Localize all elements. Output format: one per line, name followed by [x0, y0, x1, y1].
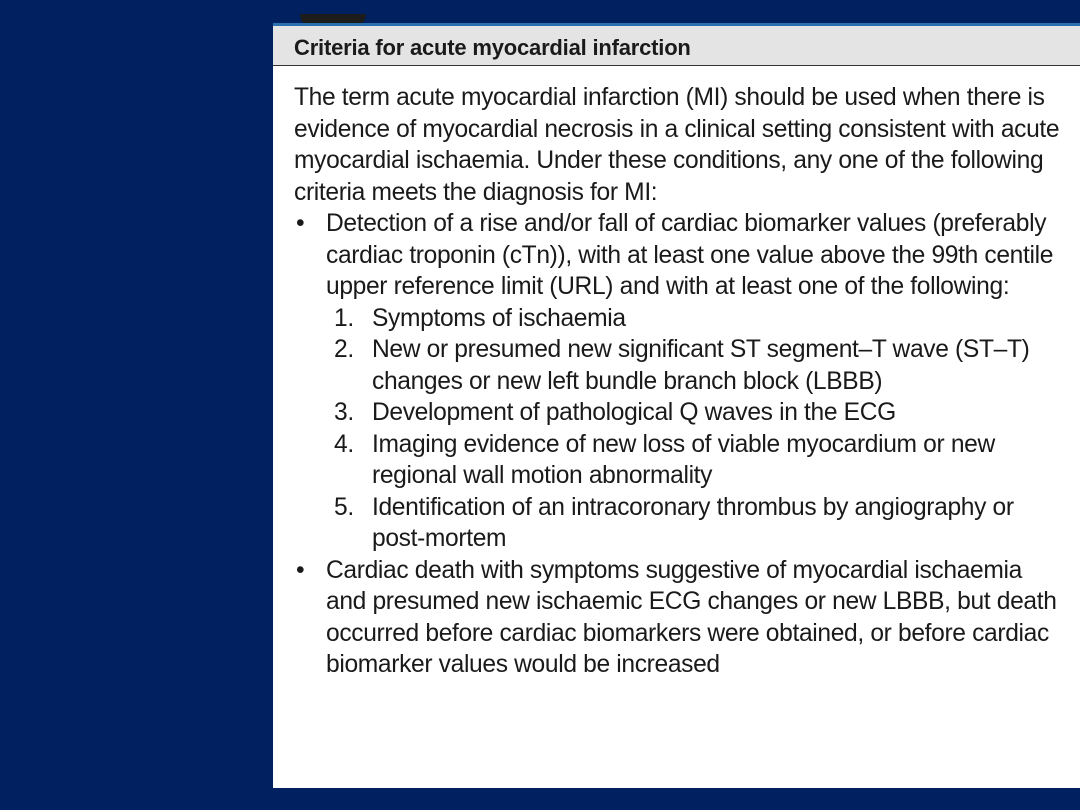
- intro-paragraph: The term acute myocardial infarction (MI) should be used when there is evidence of myocardial necrosis in a clinical setting consistent with acute myocardial ischaemia. Under these conditions, any one of the following criteria meets the diagnosis for MI:: [294, 84, 1060, 206]
- document-title: Criteria for acute myocardial infarction: [273, 26, 1080, 66]
- subcriterion-item: [326, 303, 1060, 335]
- subcriterion-item: [326, 334, 1060, 397]
- subcriterion-number: 3.: [334, 399, 354, 426]
- subcriterion-number: 5.: [334, 493, 354, 521]
- criteria-bullet-biomarker: [294, 208, 1060, 555]
- subcriterion-number: 1.: [334, 304, 354, 332]
- subcriterion-text: Identification of an intracoronary thrombus by angiography or post-mortem: [372, 493, 1014, 552]
- subcriterion-text: Symptoms of ischaemia: [372, 304, 626, 332]
- subcriterion-item: [326, 429, 1060, 492]
- subcriterion-text: New or presumed new significant ST segment–T wave (ST–T) changes or new left bundle branch block (LBBB): [372, 336, 1030, 395]
- subcriterion-text: Development of pathological Q waves in the ECG: [372, 399, 896, 426]
- subcriterion-item: [326, 397, 1060, 429]
- bullet-text: Detection of a rise and/or fall of cardiac biomarker values (preferably cardiac troponin (cTn)), with at least one value above the 99th centile upper reference limit (URL) and with at least one of the following:: [326, 210, 1054, 300]
- biomarker-subcriteria-list: [326, 303, 1060, 555]
- subcriterion-number: 2.: [334, 336, 354, 363]
- bullet-text: Cardiac death with symptoms suggestive of myocardial ischaemia and presumed new ischaemic ECG changes or new LBBB, but death occurred before cardiac biomarkers were obtained, or before cardiac biomarker values would be increased: [326, 556, 1057, 678]
- criteria-list: [294, 208, 1060, 681]
- subcriterion-text: Imaging evidence of new loss of viable myocardium or new regional wall motion abnormality: [372, 430, 995, 489]
- document-body: [273, 66, 1080, 681]
- subcriterion-item: [326, 492, 1060, 555]
- subcriterion-number: 4.: [334, 430, 354, 458]
- bullet-marker: •: [296, 556, 305, 584]
- criteria-document: [273, 23, 1080, 788]
- criteria-bullet-cardiac-death: [294, 555, 1060, 681]
- bullet-marker: •: [296, 210, 305, 237]
